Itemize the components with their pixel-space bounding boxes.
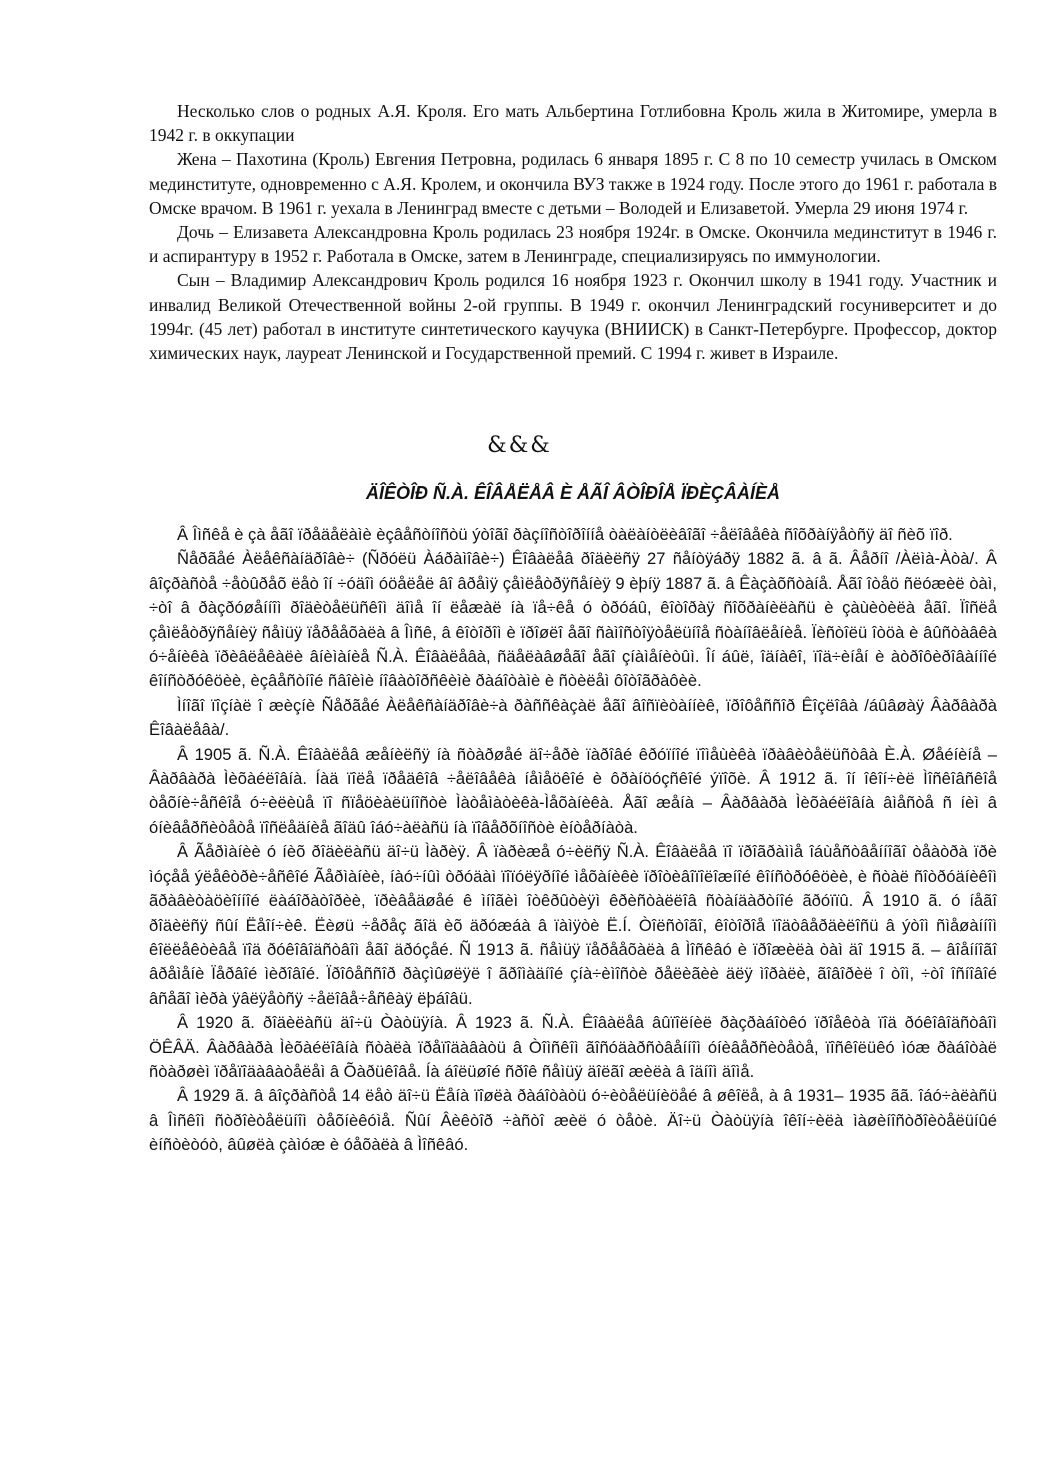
body-paragraph: Â Îìñêå è çà åãî ïðåäåëàìè èçâåñòíîñòü ýòîãî ðàçíîñòîðîííå òàëàíòëèâîãî ÷åëîâåêà ñîõðàíÿåòñÿ äî ñèõ ïîð. xyxy=(177,525,953,544)
body-paragraph: Â Ãåðìàíèè ó íèõ ðîäèëàñü äî÷ü Ìàðèÿ. Â ïàðèæå ó÷èëñÿ Ñ.À. Êîâàëåâ ïî ïðîãðàììå îáùåñòâåííîãî òåàòðà ïðè ìóçåå ýëåêòðè÷åñêîé Ãåðìàíèè, íàó÷íûì òðóäàì ïîïóëÿðíîé ìåõàíèêè ïðîòèâîïîëîæíîé êîíñòðóêöèè, è ñòàë ñîòðóäíèêîì ãðàâèòàöèîííîé ëàáîðàòîðèè, ïðèâåäøåé ê ìíîãèì îòêðûòèÿì êðèñòàëëîâ ñòàíäàðòíîé ãðóïïû. Â 1910 ã. ó íåãî ðîäèëñÿ ñûí Ëåîí÷èê. Ëèøü ÷åðåç ãîä èõ äðóæáà â ïàìÿòè Ë.Í. Òîëñòîãî, êîòîðîå ïîäòâåðäèëîñü â ýòîì ñìåøàííîì êîëëåêòèâå ïîä ðóêîâîäñòâîì åãî äðóçåé. Ñ 1913 ã. ñåìüÿ ïåðååõàëà â Ìîñêâó è ïðîæèëà òàì äî 1915 ã. – âîåííîãî âðåìåíè Ïåðâîé ìèðîâîé. Ïðîôåññîð ðàçìûøëÿë î ãðîìàäíîé çíà÷èìîñòè ðåëèãèè äëÿ ìîðàëè, ãîâîðèë î òîì, ÷òî îñíîâîé âñåãî ìèðà ÿâëÿåòñÿ ÷åëîâå÷åñêàÿ ëþáîâü. xyxy=(149,842,997,1008)
intro-paragraph: Дочь – Елизавета Александровна Кроль родилась 23 ноября 1924г. в Омске. Окончила мединститут в 1946 г. и аспирантуру в 1952 г. Работала в Омске, затем в Ленинграде, специализируясь по иммунологии. xyxy=(149,222,997,267)
intro-paragraph: Несколько слов о родных А.Я. Кроля. Его мать Альбертина Готлибовна Кроль жила в Житомире, умерла в 1942 г. в оккупации xyxy=(149,101,997,146)
body-paragraph: Ìíîãî ïîçíàë î æèçíè Ñåðãåé Àëåêñàíäðîâè÷à ðàññêàçàë åãî âîñïèòàííèê, ïðîôåññîð Êîçëîâà /áûâøàÿ Âàðâàðà Êîâàëåâà/. xyxy=(149,695,997,740)
article-heading: ÄÎÊÒÎÐ Ñ.À. ÊÎÂÅËÅÂ È ÅÃÎ ÂÒÎÐÎÅ ÏÐÈÇÂÀÍÈÅ xyxy=(365,483,781,503)
body-paragraph: Â 1929 ã. â âîçðàñòå 14 ëåò äî÷ü Ëåíà ïîøëà ðàáîòàòü ó÷èòåëüíèöåé â øêîëå, à â 1931– 1935 ãã. îáó÷àëàñü â Îìñêîì ñòðîèòåëüíîì òåõíèêóìå. Ñûí Âèêòîð ÷àñòî æèë ó òåòè. Äî÷ü Òàòüÿíà îêîí÷èëà ìàøèíîñòðîèòåëüíûé èíñòèòóò, âûøëà çàìóæ è óåõàëà â Ìîñêâó. xyxy=(149,1086,997,1155)
intro-paragraph: Сын – Владимир Александрович Кроль родился 16 ноября 1923 г. Окончил школу в 1941 году. Участник и инвалид Великой Отечественной войны 2-ой группы. В 1949 г. окончил Ленинградский госуниверситет и до 1994г. (45 лет) работал в институте синтетического каучука (ВНИИСК) в Санкт-Петербурге. Профессор, доктор химических наук, лауреат Ленинской и Государственной премий. С 1994 г. живет в Израиле. xyxy=(149,270,997,364)
body-paragraph: Ñåðãåé Àëåêñàíäðîâè÷ (Ñðóëü Àáðàìîâè÷) Êîâàëåâ ðîäèëñÿ 27 ñåíòÿáðÿ 1882 ã. â ã. Âåðíî /Àëìà-Àòà/. Â âîçðàñòå ÷åòûðåõ ëåò îí ÷óäîì óöåëåë âî âðåìÿ çåìëåòðÿñåíèÿ 9 èþíÿ 1887 ã. â Êàçàõñòàíå. Åãî îòåö ñëóæèë òàì, ÷òî â ðàçðóøåííîì ðîäèòåëüñêîì äîìå îí ëåæàë íà ïå÷êå ó òðóáû, êîòîðàÿ ñîõðàíèëàñü è çàùèòèëà åãî. Ïîñëå çåìëåòðÿñåíèÿ ñåìüÿ ïåðååõàëà â Îìñê, â êîòîðîì è ïðîøëî åãî ñàìîñòîÿòåëüíîå ñòàíîâëåíèå. Ïèñòîëü îòöà è âûñòàâêà ó÷åíèêà ïðèâëåêàëè âíèìàíèå Ñ.À. Êîâàëåâà, ñäåëàâøåãî åãî çíàìåíèòûì. Îí áûë, îäíàêî, ïîä÷èíåí è àòðîôèðîâàííîé êîíñòðóêöèè, èçâåñòíîé ñâîèìè íîâàòîðñêèìè ðàáîòàìè è ñòèëåì ôîòîãðàôèè. xyxy=(149,549,997,691)
section-divider-ornament: &&& xyxy=(487,433,552,458)
article-body xyxy=(149,523,997,1158)
intro-paragraph: Жена – Пахотина (Кроль) Евгения Петровна, родилась 6 января 1895 г. С 8 по 10 семестр училась в Омском мединституте, одновременно с А.Я. Кролем, и окончила ВУЗ также в 1924 году. После этого до 1961 г. работала в Омске врачом. В 1961 г. уехала в Ленинград вместе с детьми – Володей и Елизаветой. Умерла 29 июня 1974 г. xyxy=(149,149,997,218)
body-paragraph: Â 1920 ã. ðîäèëàñü äî÷ü Òàòüÿíà. Â 1923 ã. Ñ.À. Êîâàëåâ âûïîëíèë ðàçðàáîòêó ïðîåêòà ïîä ðóêîâîäñòâîì ÖÊÂÄ. Âàðâàðà Ìèõàéëîâíà ñòàëà ïðåïîäàâàòü â Òîìñêîì ãîñóäàðñòâåííîì óíèâåðñèòåòå, ïîñêîëüêó ìóæ ðàáîòàë ñòàðøèì ïðåïîäàâàòåëåì â Õàðüêîâå. Íà áîëüøîé ñðîê ñåìüÿ äîëãî æèëà â îäíîì äîìå. xyxy=(149,1013,997,1081)
body-paragraph: Â 1905 ã. Ñ.À. Êîâàëåâ æåíèëñÿ íà ñòàðøåé äî÷åðè ïàðîâé êðóïíîé ïîìåùèêà ïðàâèòåëüñòâà È.À. Øåéíèíå – Âàðâàðà Ìèõàéëîâíà. Íàä ïîëå ïðåäêîâ ÷åëîâåêà íåìåöêîé è ôðàíöóçñêîé ýïîõè. Â 1912 ã. îí îêîí÷èë Ìîñêîâñêîå òåõíè÷åñêîå ó÷èëèùå ïî ñïåöèàëüíîñòè Ìàòåìàòèêà-Ìåõàíèêà. Åãî æåíà – Âàðâàðà Ìèõàéëîâíà âìåñòå ñ íèì â óíèâåðñèòåòå ïîñëåäíèå ãîäû îáó÷àëàñü íà ïîâåðõíîñòè èíòåðíàòà. xyxy=(149,744,997,837)
intro-section xyxy=(149,99,997,365)
